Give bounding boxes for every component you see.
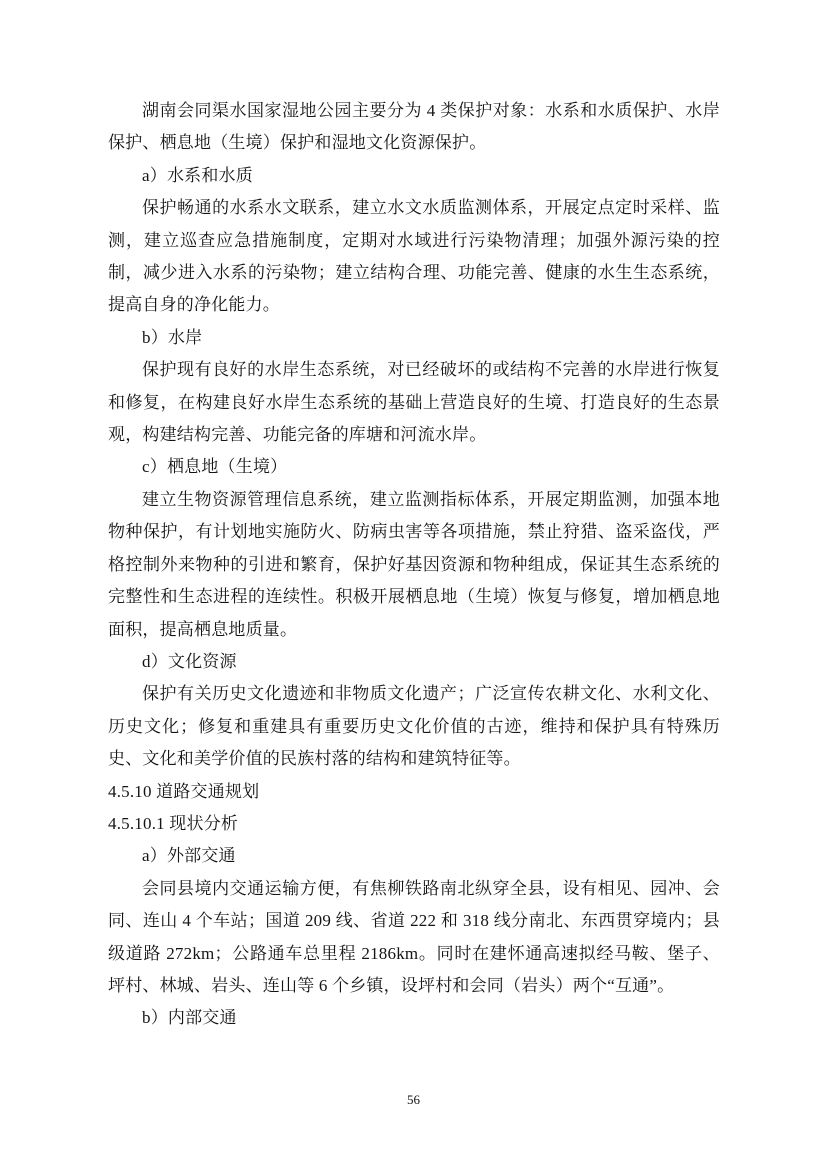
paragraph: 保护有关历史文化遗迹和非物质文化遗产；广泛宣传农耕文化、水利文化、历史文化；修复和重建具有重要历史文化价值的古迹，维持和保护具有特殊历史、文化和美学价值的民族村落的结构和建筑特征等。 [108,684,720,769]
section-heading: 4.5.10 道路交通规划 [108,781,260,801]
paragraph: d）文化资源 [142,651,237,671]
paragraph: 湖南会同渠水国家湿地公园主要分为 4 类保护对象：水系和水质保护、水岸保护、栖息地（生境）保护和湿地文化资源保护。 [108,101,720,153]
page-number: 56 [407,1092,420,1107]
paragraph: c）栖息地（生境） [142,457,288,477]
paragraph: 保护现有良好的水岸生态系统，对已经破坏的或结构不完善的水岸进行恢复和修复，在构建良好水岸生态系统的基础上营造良好的生境、打造良好的生态景观，构建结构完善、功能完备的库塘和河流水岸。 [108,360,720,445]
paragraph: 建立生物资源管理信息系统，建立监测指标体系，开展定期监测，加强本地物种保护，有计划地实施防火、防病虫害等各项措施，禁止狩猎、盗采盗伐，严格控制外来物种的引进和繁育，保护好基因资源和物种组成，保证其生态系统的完整性和生态进程的连续性。积极开展栖息地（生境）恢复与修复，增加栖息地面积，提高栖息地质量。 [108,489,720,639]
section-heading: 4.5.10.1 现状分析 [108,813,239,833]
paragraph: 保护畅通的水系水文联系，建立水文水质监测体系，开展定点定时采样、监测，建立巡查应急措施制度，定期对水域进行污染物清理；加强外源污染的控制，减少进入水系的污染物；建立结构合理、功能完善、健康的水生生态系统，提高自身的净化能力。 [108,198,720,315]
paragraph: a）水系和水质 [142,165,253,185]
page-footer [0,1092,827,1108]
paragraph: a）外部交通 [142,846,236,866]
paragraph: 会同县境内交通运输方便，有焦柳铁路南北纵穿全县，设有相见、园冲、会同、连山 4 个车站；国道 209 线、省道 222 和 318 线分南北、东西贯穿境内；县级道路 272km；公路通车总里程 2186km。同时在建怀通高速拟经马鞍、堡子、坪村、林城、岩头、连山等 6 个乡镇，设坪村和会同（岩头）两个“互通”。 [108,878,720,995]
paragraph: b）水岸 [142,327,203,347]
paragraph: b）内部交通 [142,1008,237,1028]
document-body [108,95,720,1035]
